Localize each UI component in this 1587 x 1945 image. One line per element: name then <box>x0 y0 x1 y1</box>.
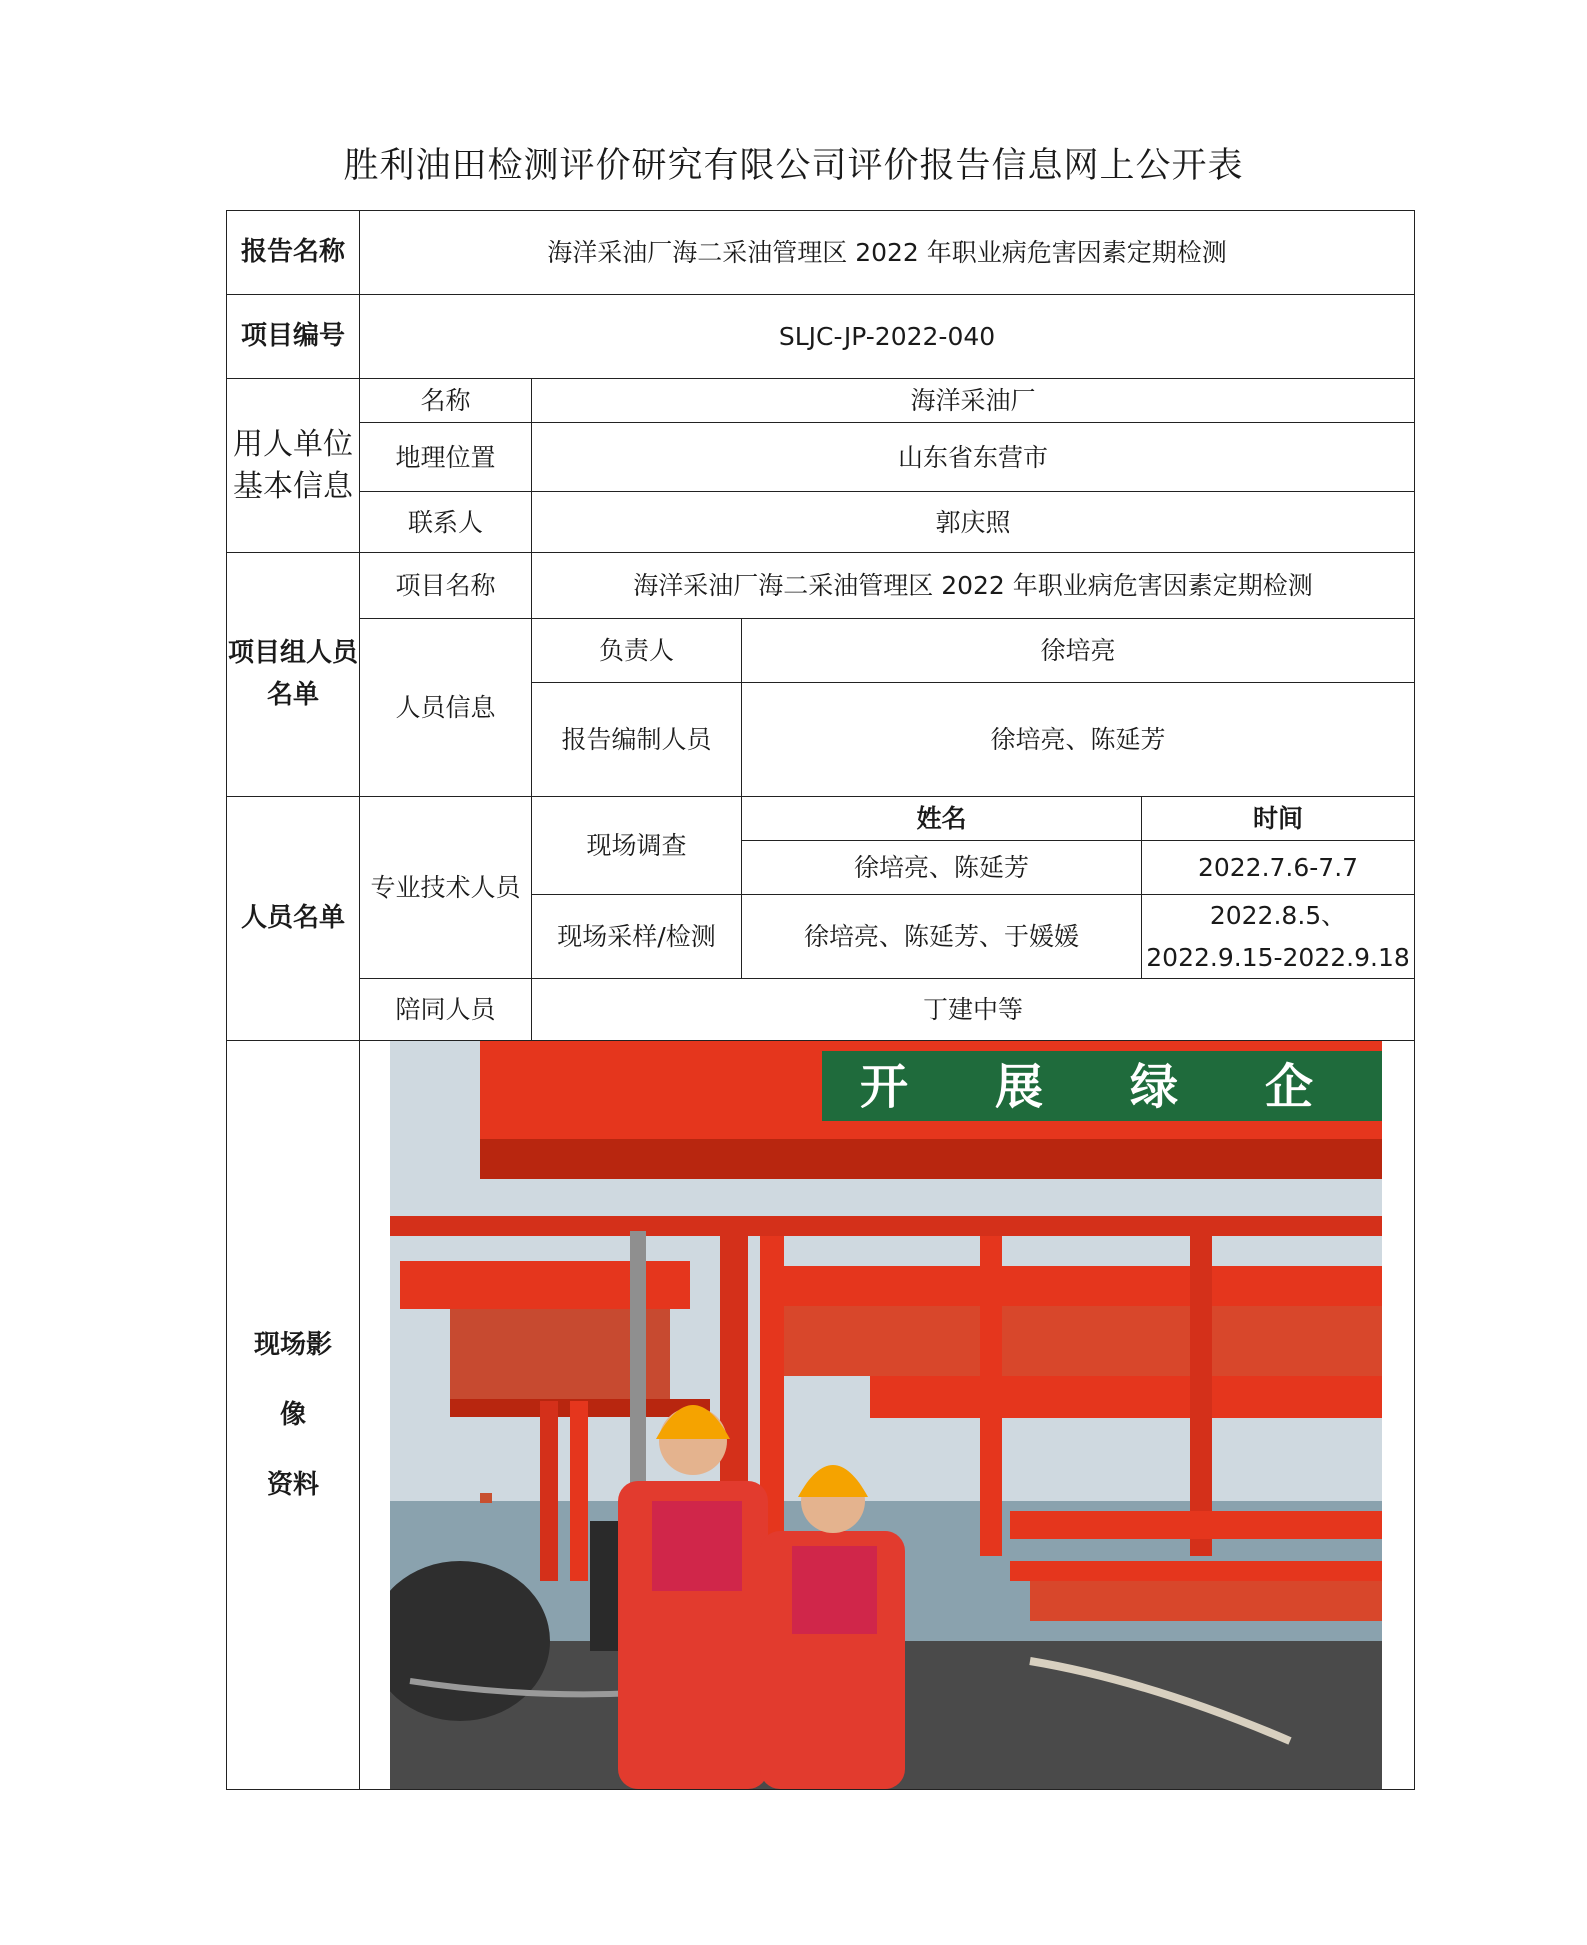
team-leader-value: 徐培亮 <box>742 619 1415 683</box>
personnel-header-row <box>227 797 1415 841</box>
sign-char-2: 展 <box>995 1059 1044 1115</box>
team-project-name-value: 海洋采油厂海二采油管理区 2022 年职业病危害因素定期检测 <box>532 553 1415 619</box>
survey-names: 徐培亮、陈延芳 <box>742 841 1142 895</box>
employer-name-row <box>227 379 1415 423</box>
team-project-row <box>227 553 1415 619</box>
project-code-value: SLJC-JP-2022-040 <box>360 295 1415 379</box>
team-editors-value: 徐培亮、陈延芳 <box>742 683 1415 797</box>
col-name-header: 姓名 <box>742 797 1142 841</box>
site-photo <box>390 1041 1382 1789</box>
project-code-label: 项目编号 <box>227 295 360 379</box>
photo-cell <box>360 1041 1415 1790</box>
escort-row <box>227 979 1415 1041</box>
employer-location-row <box>227 423 1415 492</box>
green-sign <box>822 1051 1382 1121</box>
team-leader-row <box>227 619 1415 683</box>
employer-section-label: 用人单位基本信息 <box>227 379 360 553</box>
col-time-header: 时间 <box>1142 797 1415 841</box>
employer-name-label: 名称 <box>360 379 532 423</box>
tech-staff-label: 专业技术人员 <box>360 797 532 979</box>
employer-contact-value: 郭庆照 <box>532 492 1415 553</box>
employer-location-label: 地理位置 <box>360 423 532 492</box>
escort-label: 陪同人员 <box>360 979 532 1041</box>
survey-label: 现场调查 <box>532 797 742 895</box>
employer-contact-row <box>227 492 1415 553</box>
sampling-time-2: 2022.9.15-2022.9.18 <box>1142 937 1415 979</box>
survey-time: 2022.7.6-7.7 <box>1142 841 1415 895</box>
disclosure-table <box>226 210 1415 1790</box>
team-staff-label: 人员信息 <box>360 619 532 797</box>
employer-contact-label: 联系人 <box>360 492 532 553</box>
sampling-names: 徐培亮、陈延芳、于媛媛 <box>742 895 1142 979</box>
photo-label-line-1: 现场影 <box>253 1330 332 1360</box>
page-title: 胜利油田检测评价研究有限公司评价报告信息网上公开表 <box>343 146 1244 186</box>
photo-label-line-2: 像 <box>279 1400 306 1430</box>
photo-label-line-3: 资料 <box>266 1470 319 1500</box>
sign-char-3: 绿 <box>1130 1059 1179 1115</box>
sampling-label: 现场采样/检测 <box>532 895 742 979</box>
sign-char-4: 企 <box>1265 1059 1314 1115</box>
team-section-label: 项目组人员名单 <box>227 553 360 797</box>
employer-location-value: 山东省东营市 <box>532 423 1415 492</box>
report-name-label: 报告名称 <box>227 211 360 295</box>
photo-row <box>227 1041 1415 1790</box>
report-name-value: 海洋采油厂海二采油管理区 2022 年职业病危害因素定期检测 <box>360 211 1415 295</box>
escort-value: 丁建中等 <box>532 979 1415 1041</box>
sampling-time-1: 2022.8.5、 <box>1142 895 1415 937</box>
team-editors-label: 报告编制人员 <box>532 683 742 797</box>
project-code-row <box>227 295 1415 379</box>
personnel-section-label: 人员名单 <box>227 797 360 1041</box>
team-leader-label: 负责人 <box>532 619 742 683</box>
employer-name-value: 海洋采油厂 <box>532 379 1415 423</box>
report-name-row <box>227 211 1415 295</box>
team-project-name-label: 项目名称 <box>360 553 532 619</box>
photo-section-label <box>227 1041 360 1790</box>
distant-platform <box>480 1493 492 1503</box>
sign-char-1: 开 <box>860 1059 909 1115</box>
